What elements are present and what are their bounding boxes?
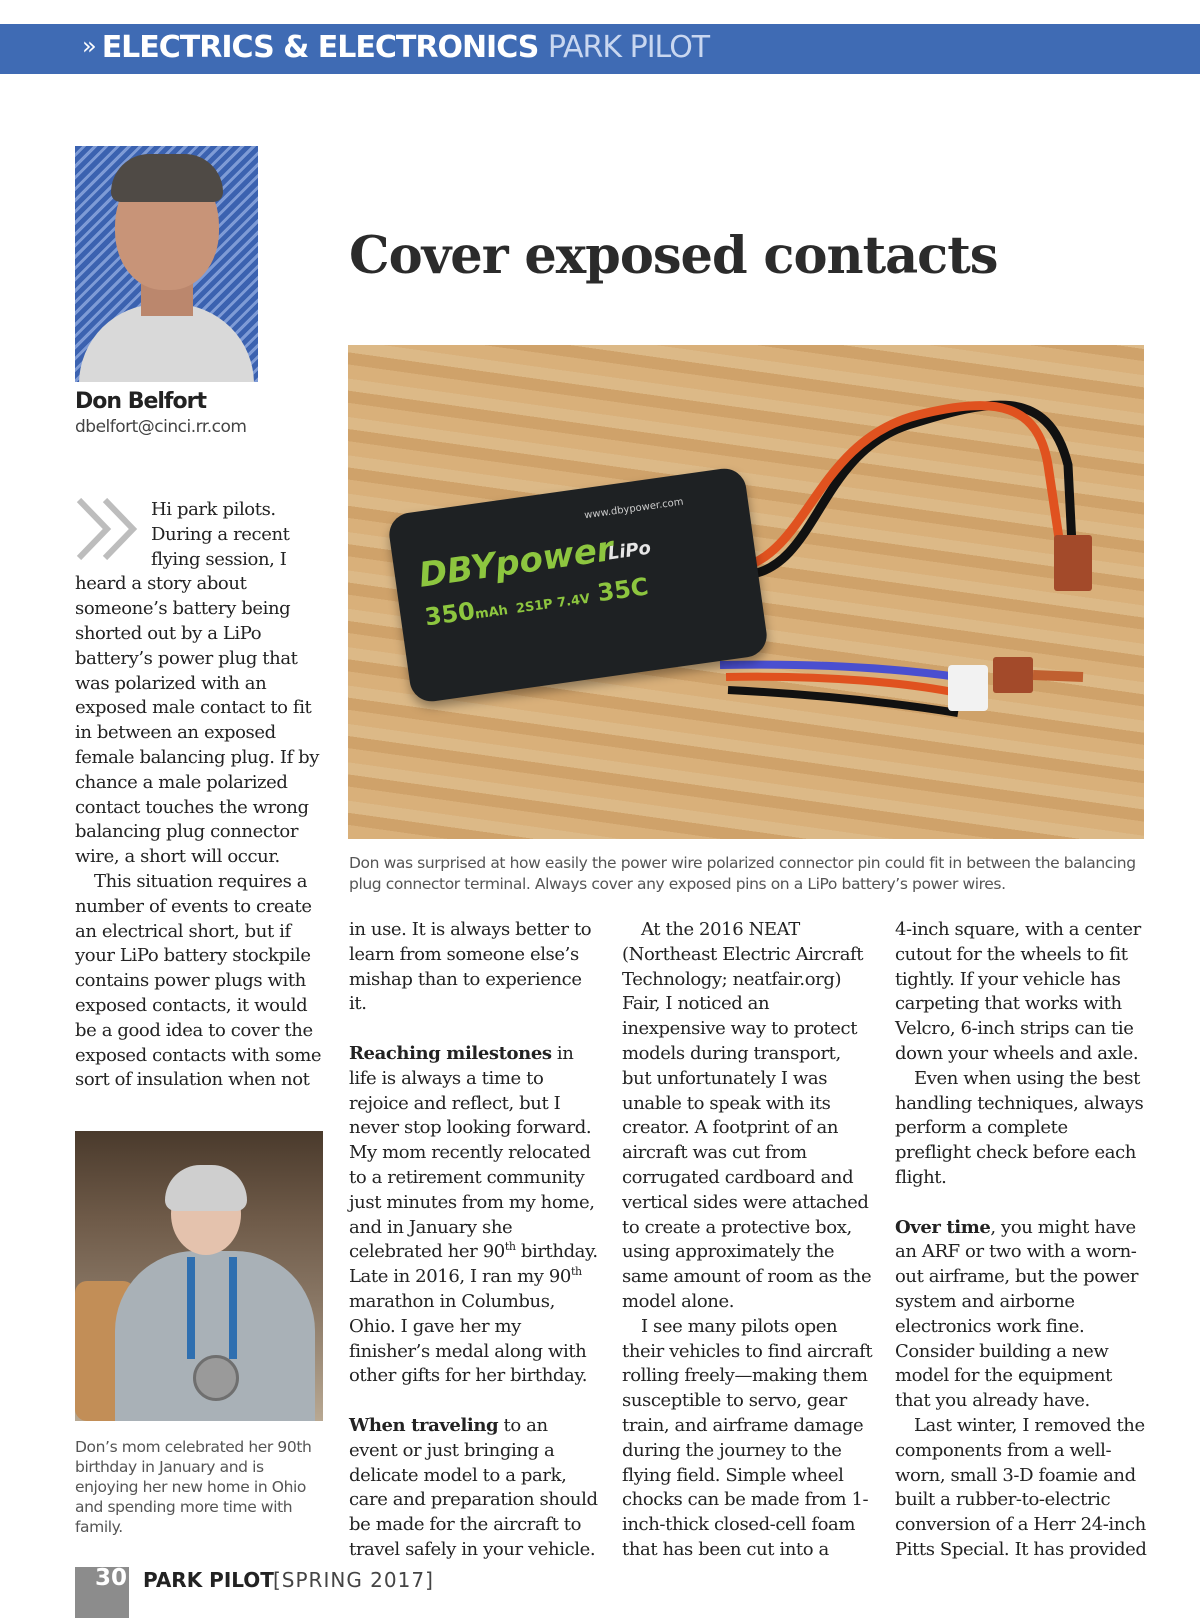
body-column-2 — [349, 918, 601, 1563]
footer-issue: [SPRING 2017] — [273, 1568, 434, 1592]
page-number: 30 — [95, 1565, 128, 1591]
double-chevron-icon — [75, 498, 147, 560]
power-plug-icon — [993, 657, 1033, 693]
body-paragraph: Over time, you might have an ARF or two with a worn-out airframe, but the power system and airborne electronics work fine. Consider building a new model for the equipment that you already have. — [895, 1216, 1139, 1412]
author-email[interactable]: dbelfort@cinci.rr.com — [75, 417, 247, 437]
battery-url: www.dbypower.com — [583, 496, 685, 522]
body-paragraph: I see many pilots open their vehicles to find aircraft rolling freely—making them susceptible to servo, gear train, and airframe damage during the journey to the flying field. Simple wheel chocks can be made from 1-inch-thick closed-cell foam that has been cut into a — [622, 1315, 873, 1560]
body-column-3 — [622, 918, 874, 1563]
body-paragraph: Last winter, I removed the components from a well-worn, small 3-D foamie and built a rubber-to-electric conversion of a Herr 24-inch Pitts Special. It has provided — [895, 1414, 1147, 1560]
footer-magazine: PARK PILOT — [143, 1568, 274, 1592]
author-name: Don Belfort — [75, 389, 206, 414]
body-column-1 — [75, 498, 327, 1093]
battery-type: LiPo — [606, 537, 653, 565]
body-column-4 — [895, 918, 1147, 1563]
author-headshot — [75, 146, 258, 382]
medal-icon — [193, 1355, 239, 1401]
battery-spec: 350mAh 2S1P 7.4V 35C — [423, 572, 651, 632]
body-paragraph: When traveling to an event or just bringing a delicate model to a park, care and preparation should be made for the aircraft to travel safely in your vehicle. — [349, 1414, 598, 1560]
mom-photo — [75, 1131, 323, 1421]
drop-chevron — [75, 498, 151, 570]
deans-connector-icon — [1054, 535, 1092, 591]
section-name: ELECTRICS & ELECTRONICS — [101, 30, 539, 65]
body-paragraph: Even when using the best handling techniques, always perform a complete preflight check before each flight. — [895, 1067, 1144, 1188]
battery-photo — [348, 345, 1144, 839]
body-paragraph: Hi park pilots. During a recent flying session, I heard a story about someone’s battery being shorted out by a LiPo battery’s power plug that was polarized with an exposed male contact to fit in between an exposed female balancing plug. If by chance a male polarized contact touches the wrong balancing plug connector wire, a short will occur. — [75, 499, 320, 868]
battery-brand: DBYpower — [416, 528, 616, 596]
chevron-icon: » — [82, 32, 96, 60]
body-paragraph: 4-inch square, with a center cutout for the wheels to fit tightly. If your vehicle has carpeting that works with Velcro, 6-inch strips can tie down your wheels and axle. — [895, 919, 1141, 1064]
magazine-name: PARK PILOT — [547, 30, 710, 65]
section-banner — [0, 24, 1200, 74]
battery-photo-caption: Don was surprised at how easily the power wire polarized connector pin could fit in between the balancing plug connector terminal. Always cover any exposed pins on a LiPo battery’s power wires. — [349, 854, 1136, 893]
body-paragraph: in use. It is always better to learn from someone else’s mishap than to experience it. — [349, 919, 592, 1015]
article-title: Cover exposed contacts — [349, 226, 998, 286]
mom-photo-caption: Don’s mom celebrated her 90th birthday in January and is enjoying her new home in Ohio and spending more time with family. — [75, 1438, 312, 1536]
body-paragraph: This situation requires a number of events to create an electrical short, but if your LiPo battery stockpile contains power plugs with exposed contacts, it would be a good idea to cover the exposed contacts with some sort of insulation when not — [75, 870, 322, 1091]
section-title — [82, 30, 709, 65]
balance-plug-icon — [948, 665, 988, 711]
body-paragraph: Reaching milestones in life is always a time to rejoice and reflect, but I never stop looking forward. My mom recently relocated to a retirement community just minutes from my home, and in January she celebrated her 90th birthday. Late in 2016, I ran my 90th marathon in Columbus, Ohio. I gave her my finisher’s medal along with other gifts for her birthday. — [349, 1042, 598, 1387]
body-paragraph: At the 2016 NEAT (Northeast Electric Aircraft Technology; neatfair.org) Fair, I noticed an inexpensive way to protect models during transport, but unfortunately I was unable to speak with its creator. A footprint of an aircraft was cut from corrugated cardboard and vertical sides were attached to create a protective box, using approximately the same amount of room as the model alone. — [622, 919, 872, 1312]
